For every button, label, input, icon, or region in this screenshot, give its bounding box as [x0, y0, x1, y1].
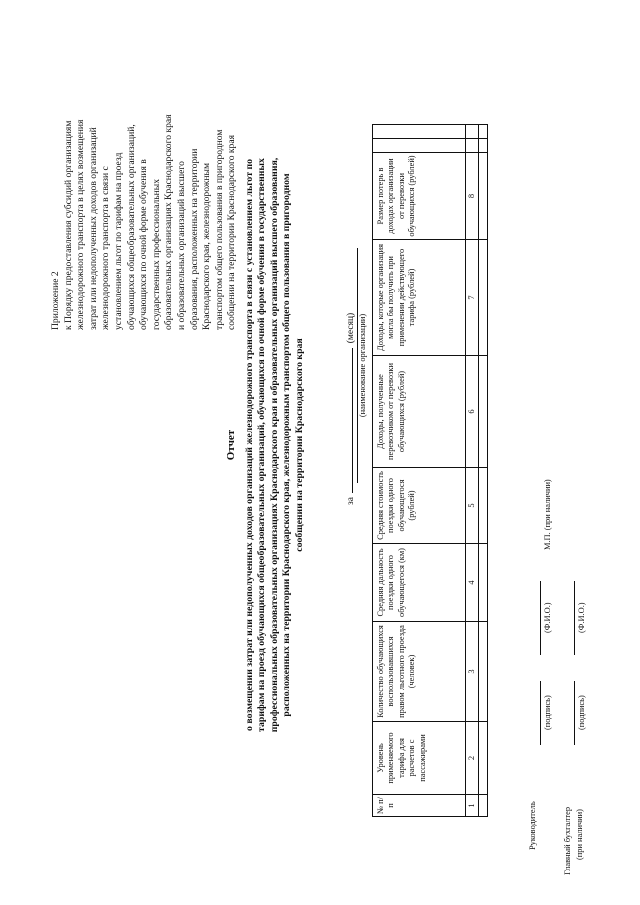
- table-number-row: [466, 125, 479, 817]
- appendix-line: установлением льгот по тарифам на проезд: [112, 152, 124, 330]
- appendix-line: Приложение 2: [50, 271, 61, 330]
- report-title: [225, 75, 307, 815]
- report-heading: Отчет: [225, 429, 237, 461]
- head-name-line: [540, 581, 541, 655]
- report-period: [342, 313, 356, 505]
- header-cell: Доходы, полученные перевозчиком от перевозки обучающихся (рублей): [373, 356, 466, 468]
- head-label: Руководитель: [528, 801, 537, 850]
- column-number: 2: [466, 722, 479, 795]
- table-cell: [479, 544, 488, 622]
- head-signature-line: [540, 681, 541, 745]
- table-cell: [479, 153, 488, 240]
- appendix-line: сообщении на территории Краснодарского края: [226, 134, 238, 330]
- accountant-signature-line: [574, 681, 575, 745]
- period-caption: (месяц): [346, 312, 356, 344]
- table-cell: [479, 240, 488, 356]
- column-number: 5: [466, 468, 479, 544]
- table-cell: [479, 795, 488, 817]
- appendix-line: и образовательных организаций высшего: [175, 161, 187, 330]
- header-cell: № п/п: [373, 795, 466, 817]
- accountant-signature-caption: (подпись): [577, 695, 586, 730]
- column-number: 1: [466, 795, 479, 817]
- column-number: 4: [466, 544, 479, 622]
- column-number-empty: [466, 125, 479, 139]
- accountant-name-line: [574, 581, 575, 655]
- header-cell-empty: [373, 125, 466, 139]
- report-title-line: тарифам на проезд обучающихся общеобразовательных организаций, обучающихся по очной форме обучения в государственных: [256, 158, 268, 732]
- appendix-line: образовательных организациях Краснодарского края: [163, 114, 175, 330]
- appendix-line: железнодорожного транспорта в целях возмещения: [75, 119, 87, 330]
- header-cell: Средняя стоимость поездки одного обучающегося (рублей): [373, 468, 466, 544]
- header-cell: Доходы, которые организация могла бы получить при применении действующего тарифа (рублей): [373, 240, 466, 356]
- header-cell: Средняя дальность поездки одного обучающегося (км): [373, 544, 466, 622]
- table-cell: [479, 356, 488, 468]
- table-row: [479, 125, 488, 817]
- header-cell: Размер потерь в доходах организации от перевозки обучающихся (рублей): [373, 153, 466, 240]
- header-cell: Уровень применяемого тарифа для расчетов с пассажирами: [373, 722, 466, 795]
- table-cell: [479, 722, 488, 795]
- header-cell: Количество обучающихся воспользовавшихся правом льготного проезда (человек): [373, 622, 466, 722]
- appendix-line: к Порядку предоставления субсидий организациям: [62, 120, 74, 330]
- accountant-name-caption: (Ф.И.О.): [577, 602, 586, 633]
- period-blank-line: [342, 348, 353, 493]
- accountant-label: Главный бухгалтер: [563, 806, 572, 875]
- table-cell: [479, 622, 488, 722]
- appendix-line: Краснодарского края, железнодорожным: [201, 162, 213, 330]
- report-title-line: профессиональных образовательных организациях Краснодарского края и образовательных организаций высшего образования,: [268, 157, 280, 733]
- report-title-line: расположенных на территории Краснодарского края, железнодорожным транспортом общего пользования в пригородном: [281, 173, 293, 717]
- stamp-caption: М.П. (при наличии): [543, 479, 552, 550]
- report-table: [372, 124, 488, 817]
- organization-caption: (наименование организации): [357, 248, 367, 483]
- appendix-line: железнодорожного транспорта в связи с: [100, 166, 112, 330]
- table-cell: [479, 125, 488, 139]
- appendix-line: транспортом общего пользования в пригородном: [213, 129, 225, 330]
- column-number-empty: [466, 139, 479, 153]
- period-prefix: за: [346, 497, 356, 505]
- head-name-caption: (Ф.И.О.): [543, 602, 552, 633]
- appendix-line: обучающихся общеобразовательных организаций,: [125, 124, 137, 330]
- appendix-line: образования, расположенных на территории: [188, 148, 200, 330]
- accountant-label-note: (при наличии): [575, 809, 584, 860]
- appendix-block: [50, 85, 239, 330]
- head-signature-caption: (подпись): [543, 695, 552, 730]
- table-cell: [479, 468, 488, 544]
- column-number: 8: [466, 153, 479, 240]
- column-number: 7: [466, 240, 479, 356]
- header-cell-empty: [373, 139, 466, 153]
- column-number: 3: [466, 622, 479, 722]
- table-cell: [479, 139, 488, 153]
- appendix-line: государственных профессиональных: [150, 179, 162, 330]
- column-number: 6: [466, 356, 479, 468]
- table-header-row: [373, 125, 466, 817]
- report-title-line: сообщении на территории Краснодарского края: [293, 338, 305, 552]
- appendix-line: затрат или недополученных доходов организаций: [87, 127, 99, 330]
- report-title-line: о возмещении затрат или недополученных доходов организаций железнодорожного транспорта в связи с установлением льгот по: [243, 159, 255, 731]
- appendix-line: обучающихся по очной форме обучения в: [138, 159, 150, 330]
